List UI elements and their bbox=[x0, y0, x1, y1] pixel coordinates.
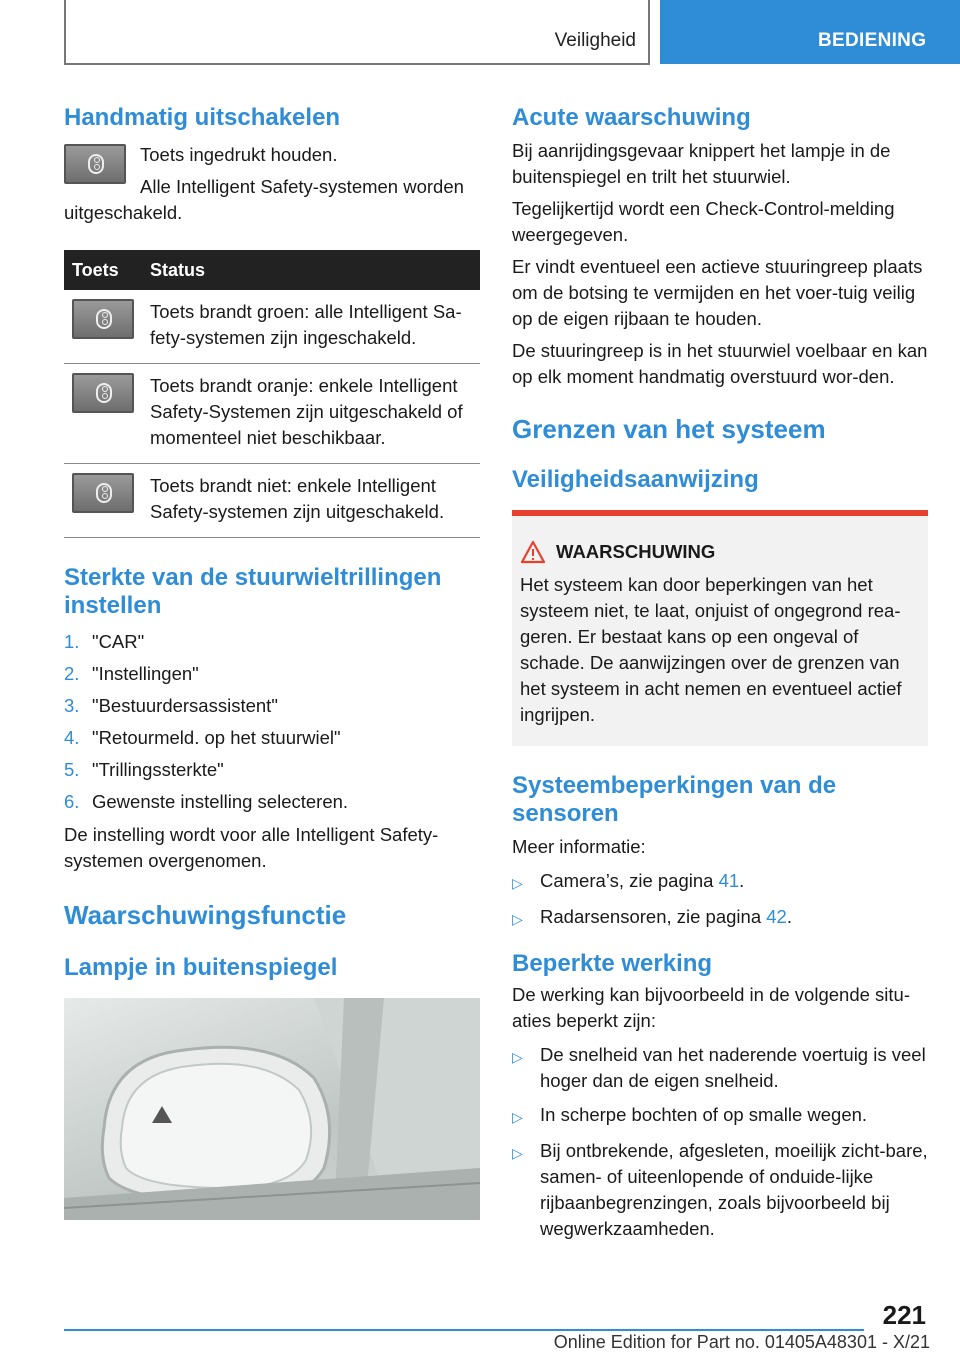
table-cell-icon bbox=[64, 290, 142, 364]
table-row bbox=[64, 290, 480, 364]
list-item bbox=[512, 868, 928, 896]
manual-off-block bbox=[64, 142, 480, 200]
step-number: 6. bbox=[64, 791, 80, 812]
warning-title: WAARSCHUWING bbox=[556, 541, 716, 562]
status-table bbox=[64, 250, 480, 538]
list-item bbox=[64, 754, 480, 786]
left-column bbox=[64, 100, 480, 1220]
list-item bbox=[64, 626, 480, 658]
table-row bbox=[64, 364, 480, 464]
acute-text-1: Bij aanrijdingsgevaar knippert het lampje in de buitenspiegel en trilt het stuurwiel. bbox=[512, 140, 891, 187]
table-cell-status: Toets brandt groen: alle Intelligent Sa-fety-systemen zijn ingeschakeld. bbox=[142, 290, 480, 364]
safety-button-icon bbox=[72, 373, 134, 413]
mirror-illustration bbox=[64, 998, 480, 1220]
table-header-button: Toets bbox=[64, 250, 142, 290]
heading-sensor-limits: Systeembeperkingen van de sensoren bbox=[512, 772, 837, 827]
step-number: 2. bbox=[64, 663, 80, 684]
item-end: . bbox=[739, 870, 745, 891]
acute-text-3: Er vindt eventueel een actieve stuuringreep plaats om de botsing te vermijden en het voer-tuig veilig op de eigen rijbaan te houden. bbox=[512, 256, 923, 329]
header-chapter-tab[interactable]: BEDIENING bbox=[660, 0, 960, 64]
list-item bbox=[512, 1042, 928, 1094]
step-number: 4. bbox=[64, 727, 80, 748]
acute-text-2: Tegelijkertijd wordt een Check-Control-melding weergegeven. bbox=[512, 198, 895, 245]
step-text: "Bestuurdersassistent" bbox=[92, 695, 278, 716]
right-column bbox=[512, 100, 928, 1250]
list-item-text: De snelheid van het naderende voertuig is veel hoger dan de eigen snelheid. bbox=[540, 1044, 926, 1091]
step-text: "Instellingen" bbox=[92, 663, 199, 684]
triangle-bullet-icon: ▷ bbox=[512, 1145, 523, 1161]
table-cell-icon bbox=[64, 464, 142, 538]
table-header-status: Status bbox=[142, 250, 480, 290]
heading-system-limits: Grenzen van het systeem bbox=[512, 414, 826, 444]
list-item bbox=[64, 690, 480, 722]
list-item bbox=[512, 1102, 928, 1130]
triangle-bullet-icon: ▷ bbox=[512, 911, 523, 927]
manual-off-result-a: Alle Intelligent Safety-systemen worden bbox=[140, 176, 464, 197]
acute-text-4: De stuuringreep is in het stuurwiel voelbaar en kan op elk moment handmatig overstuurd wor-den. bbox=[512, 340, 928, 387]
limited-list bbox=[512, 1042, 928, 1242]
sensor-list bbox=[512, 868, 928, 932]
safety-button-icon bbox=[72, 473, 134, 513]
item-text: Radarsensoren, zie pagina bbox=[540, 906, 767, 927]
list-item bbox=[512, 904, 928, 932]
heading-safety-note: Veiligheidsaanwijzing bbox=[512, 466, 759, 493]
header-rule-bottom bbox=[64, 63, 650, 65]
table-cell-icon bbox=[64, 364, 142, 464]
heading-limited-function: Beperkte werking bbox=[512, 950, 713, 977]
list-item-text: Bij ontbrekende, afgesleten, moeilijk zicht-bare, samen- of uiteenlopende of onduide-lijke rijbaanbegrenzingen, zoals bijvoorbeeld bij wegwerkzaamheden. bbox=[540, 1140, 928, 1239]
warning-text: Het systeem kan door beperkingen van het systeem niet, te laat, onjuist of ongegrond rea-geren. Er bestaat kans op een ongeval of schade. De aanwijzingen over de grenzen van het systeem in acht nemen en eventueel actief ingrijpen. bbox=[520, 574, 902, 725]
heading-manual-off: Handmatig uitschakelen bbox=[64, 104, 341, 131]
header-section-title: Veiligheid bbox=[554, 30, 636, 51]
item-end: . bbox=[786, 906, 792, 927]
triangle-bullet-icon: ▷ bbox=[512, 1049, 523, 1065]
manual-off-step: Toets ingedrukt houden. bbox=[140, 144, 338, 165]
header-rule-mid bbox=[648, 0, 650, 64]
step-number: 5. bbox=[64, 759, 80, 780]
limited-intro: De werking kan bijvoorbeeld in de volgende situ-aties beperkt zijn: bbox=[512, 984, 910, 1031]
footer-rule bbox=[64, 1329, 864, 1331]
manual-off-result-b: uitgeschakeld. bbox=[64, 202, 183, 223]
step-text: "Retourmeld. op het stuurwiel" bbox=[92, 727, 341, 748]
list-item-text bbox=[540, 904, 792, 932]
heading-acute-warning: Acute waarschuwing bbox=[512, 104, 751, 131]
list-item-text: In scherpe bochten of op smalle wegen. bbox=[540, 1104, 868, 1125]
list-item bbox=[64, 658, 480, 690]
more-info-label: Meer informatie: bbox=[512, 836, 646, 857]
vibration-steps bbox=[64, 626, 480, 818]
triangle-bullet-icon: ▷ bbox=[512, 1109, 523, 1125]
page-link[interactable]: 41 bbox=[718, 870, 740, 891]
table-cell-status: Toets brandt niet: enkele Intelligent Safety-systemen zijn uitgeschakeld. bbox=[142, 464, 480, 538]
header-rule-left bbox=[64, 0, 66, 64]
page-number: 221 bbox=[882, 1300, 926, 1330]
warning-triangle-icon bbox=[520, 540, 546, 564]
heading-mirror-light: Lampje in buitenspiegel bbox=[64, 954, 338, 981]
step-text: Gewenste instelling selecteren. bbox=[92, 791, 349, 812]
warning-header bbox=[520, 540, 920, 564]
step-number: 1. bbox=[64, 631, 80, 652]
list-item bbox=[512, 1138, 928, 1242]
list-item bbox=[64, 786, 480, 818]
safety-button-icon bbox=[72, 299, 134, 339]
item-text: Camera’s, zie pagina bbox=[540, 870, 719, 891]
step-number: 3. bbox=[64, 695, 80, 716]
table-cell-status: Toets brandt oranje: enkele Intelligent Safety-Systemen zijn uitgeschakeld of momenteel niet beschikbaar. bbox=[142, 364, 480, 464]
list-item-text bbox=[540, 868, 744, 896]
table-row bbox=[64, 464, 480, 538]
step-text: "CAR" bbox=[92, 631, 145, 652]
triangle-bullet-icon: ▷ bbox=[512, 875, 523, 891]
step-text: "Trillingssterkte" bbox=[92, 759, 224, 780]
heading-vibration: Sterkte van de stuurwieltrillingen instellen bbox=[64, 564, 442, 619]
footer-edition: Online Edition for Part no. 01405A48301 - X/21 bbox=[553, 1332, 930, 1352]
page-link[interactable]: 42 bbox=[766, 906, 787, 927]
safety-button-icon bbox=[64, 144, 126, 184]
warning-box bbox=[512, 510, 928, 746]
heading-warning-function: Waarschuwingsfunctie bbox=[64, 900, 347, 930]
side-mirror-drawing bbox=[64, 998, 480, 1220]
list-item bbox=[64, 722, 480, 754]
vibration-note: De instelling wordt voor alle Intelligent Safety-systemen overgenomen. bbox=[64, 824, 439, 871]
